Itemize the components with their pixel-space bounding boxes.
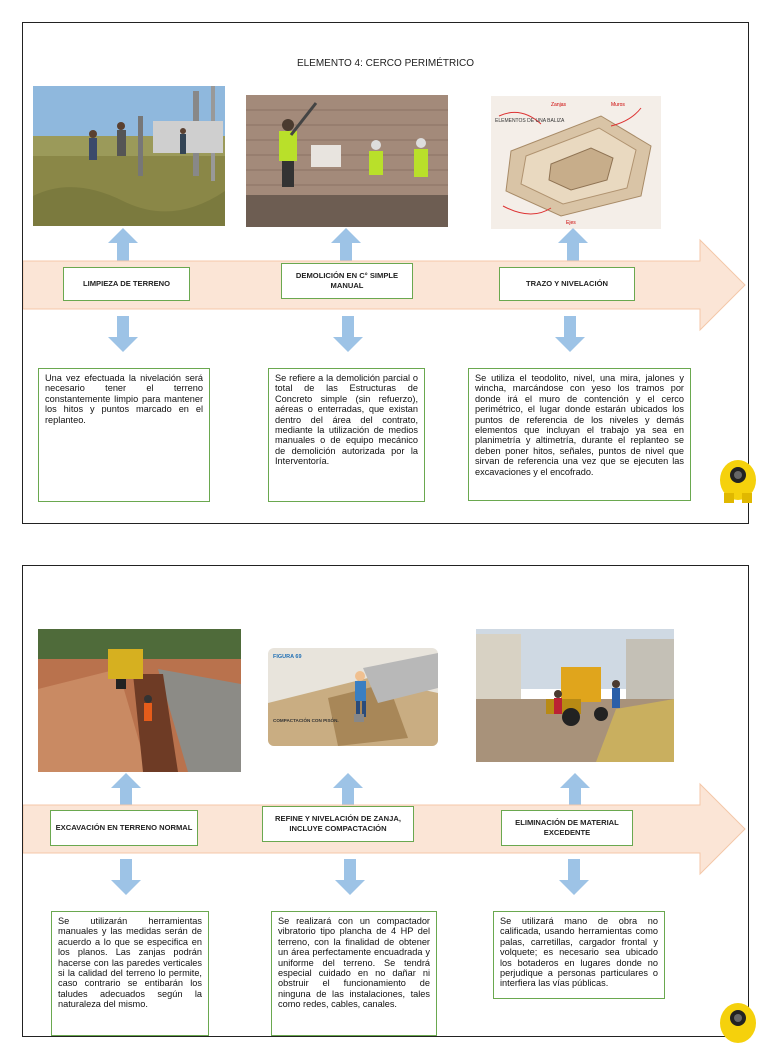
step-description-trazo: Se utiliza el teodolito, nivel, una mira, jalones y wincha, marcándose con yeso los tramos por donde irá el muro de contención y el cerco perimétrico, el lugar donde estarán ubicados los puntos de referencia de los niveles y demás elementos que incluyan el trabajo ya sea en planimetría y altimetría, durante el replanteo se deben poner hitos, señales, puntos de nivel que sirvan de referencia una vez que se ejecuten las excavaciones y el encofrado.	[468, 368, 691, 501]
down-arrow-icon	[111, 859, 141, 895]
down-arrow-icon	[559, 859, 589, 895]
step-label-eliminacion: ELIMINACIÓN DE MATERIAL EXCEDENTE	[501, 810, 633, 846]
step-description-refine: Se realizará con un compactador vibratorio tipo plancha de 4 HP del terreno, con la finalidad de obtener un área perfectamente encuadrada y uniforme del terreno. Se tendrá especial cuidado en no dañar ni obstruir el funcionamiento de ninguna de las instalaciones, tales como redes, cables, canales.	[271, 911, 437, 1036]
photo-land-clearing	[33, 86, 225, 226]
surveyor-mascot-icon	[716, 455, 760, 505]
panel-title: ELEMENTO 4: CERCO PERIMÉTRICO	[296, 58, 475, 69]
step-description-eliminacion: Se utilizará mano de obra no calificada, usando herramientas como palas, carretillas, cargador frontal y volquete; es necesario sea ubicado los botaderos en lugares donde no perjudique a personas particulares o interfiera las vías públicas.	[493, 911, 665, 999]
diagram-label-a: Zanjas	[551, 102, 567, 108]
step-description-demolicion: Se refiere a la demolición parcial o total de las Estructuras de Concreto simple (sin refuerzo), aéreas o enterradas, que existan dentro del área del contrato, mediante la utilización de medios manuales o de equipo mecánico de demolición autorizada por la Interventoría.	[268, 368, 425, 502]
down-arrow-icon	[333, 316, 363, 352]
illustration-compaction	[268, 648, 438, 746]
step-label-demolicion: DEMOLICIÓN EN C° SIMPLE MANUAL	[281, 263, 413, 299]
down-arrow-icon	[335, 859, 365, 895]
diagram-label-d: ELEMENTOS DE UNA BALIZA	[495, 118, 565, 124]
diagram-label-b: Muros	[611, 102, 625, 108]
down-arrow-icon	[108, 316, 138, 352]
down-arrow-icon	[555, 316, 585, 352]
figure-caption: COMPACTACIÓN CON PISÓN.	[273, 718, 339, 723]
surveyor-mascot-icon	[716, 998, 760, 1048]
photo-demolition	[246, 95, 448, 227]
step-label-trazo: TRAZO Y NIVELACIÓN	[499, 267, 635, 301]
process-panel-2	[22, 565, 749, 1037]
photo-material-removal	[476, 629, 674, 762]
step-description-excavacion: Se utilizarán herramientas manuales y las medidas serán de acuerdo a lo que se especifica en los planos. Las zanjas podrán hacerse con las paredes verticales si la calidad del terreno lo permite, caso contrario se entibarán los taludes adecuados según la naturaleza del mismo.	[51, 911, 209, 1036]
diagram-label-c: Ejes	[566, 220, 576, 226]
step-description-limpieza: Una vez efectuada la nivelación será necesario tener el terreno constantemente limpio para mantener los hitos y puntos marcado en el replanteo.	[38, 368, 210, 502]
figure-tag: FIGURA 69	[273, 654, 302, 660]
step-label-refine: REFINE Y NIVELACIÓN DE ZANJA, INCLUYE COMPACTACIÓN	[262, 806, 414, 842]
diagram-layout-baliza	[491, 96, 661, 229]
process-panel-1	[22, 22, 749, 524]
step-label-excavacion: EXCAVACIÓN EN TERRENO NORMAL	[50, 810, 198, 846]
photo-excavation	[38, 629, 241, 772]
step-label-limpieza: LIMPIEZA DE TERRENO	[63, 267, 190, 301]
